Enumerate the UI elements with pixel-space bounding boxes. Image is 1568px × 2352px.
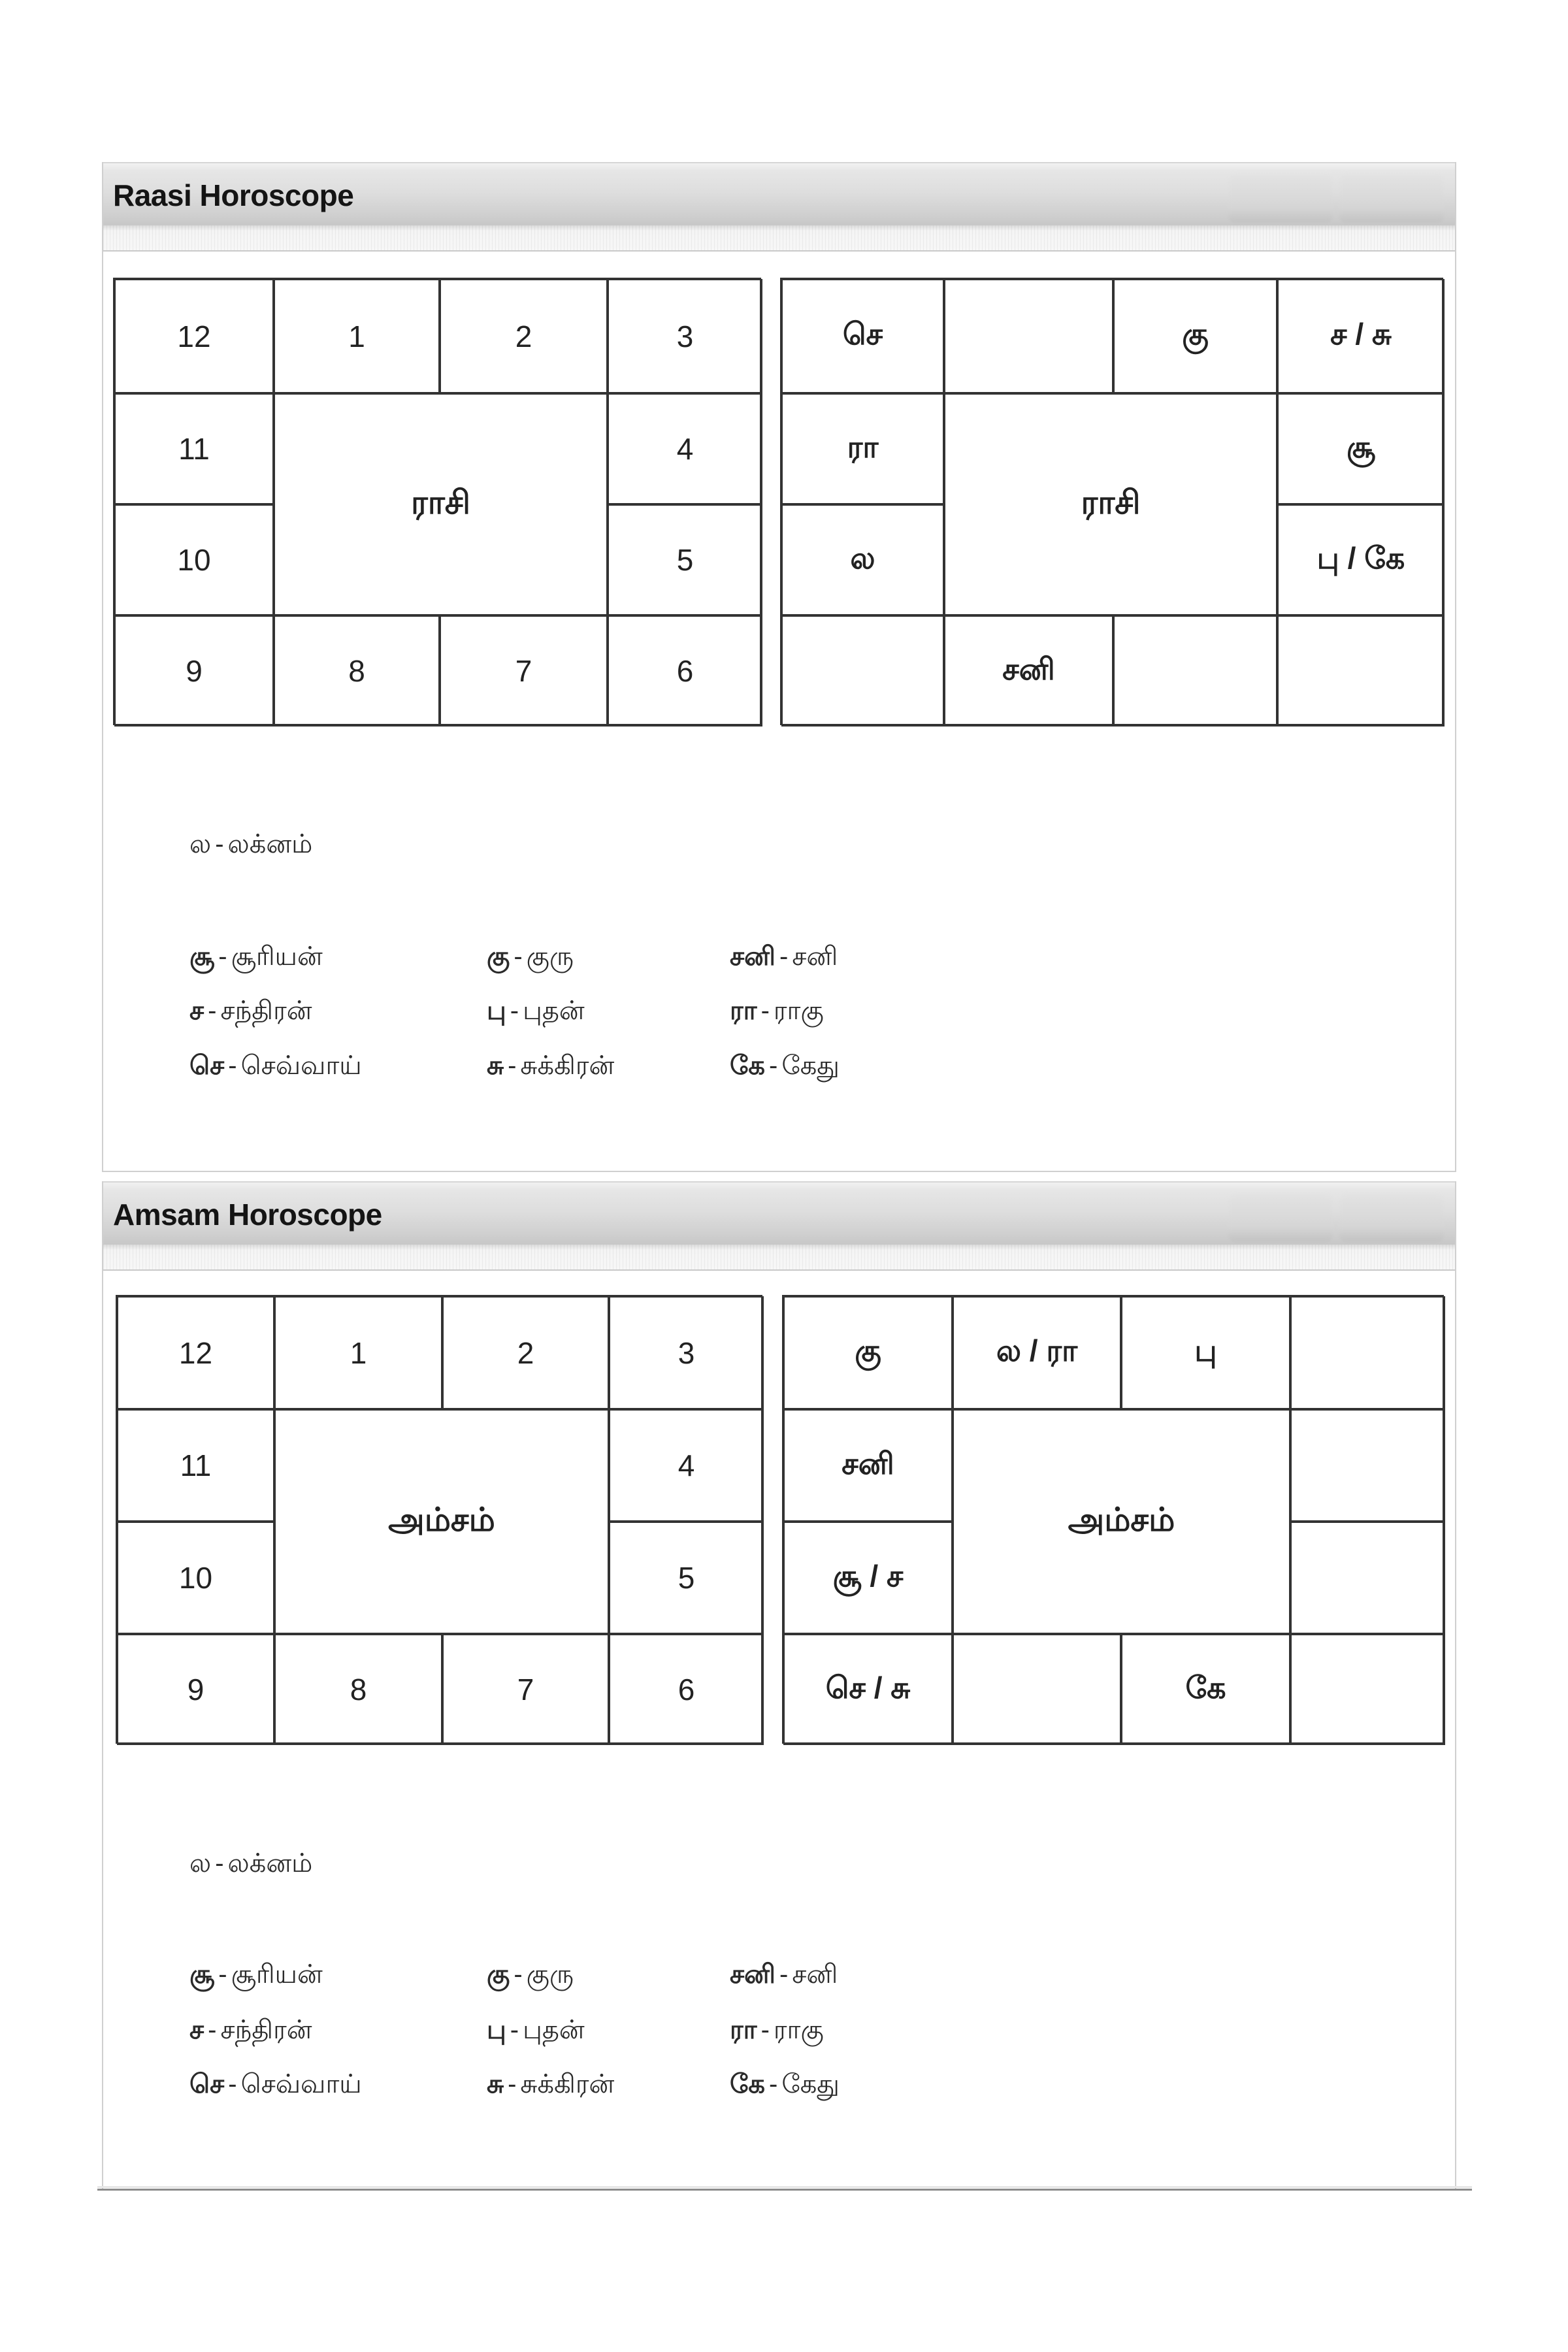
legend-separator: - [215,830,224,858]
chart-cell: கு [783,1296,953,1409]
legend-abbr: ல [189,830,212,858]
legend-name: குரு [526,942,574,971]
legend-abbr: கு [487,1960,510,1989]
legend-name: லக்னம் [227,830,313,858]
legend-abbr: கே [730,2070,765,2099]
chart-cell: 11 [117,1409,274,1522]
planet-legend-item [730,2071,840,2097]
chart-cell: 9 [114,615,274,727]
planet-legend-item [189,1053,362,1079]
page-bottom-divider [97,2189,1472,2191]
legend-separator: - [218,1960,227,1989]
chart-cell [1290,1634,1445,1745]
panel-title: Raasi Horoscope [113,178,354,212]
planet-position-chart [780,278,1443,725]
legend-separator: - [215,1849,224,1878]
legend-abbr: பு [487,2016,506,2044]
chart-cell [1290,1296,1445,1409]
legend-abbr: கே [730,1051,765,1080]
planet-legend-item [730,943,838,970]
legend-separator: - [218,942,227,971]
planet-legend-item [189,943,323,970]
legend-name: சுக்கிரன் [520,2070,615,2099]
chart-cell: 3 [609,1296,764,1409]
legend-separator: - [208,2016,217,2044]
planet-legend-item [487,2071,614,2097]
chart-cell: சனி [783,1409,953,1522]
chart-cell: கே [1121,1634,1290,1745]
chart-cell: 7 [442,1634,609,1745]
planet-legend-item [487,2017,585,2043]
legend-abbr: ச [189,2016,204,2044]
chart-cell: கு [1113,279,1277,393]
panel-header [103,162,1455,227]
chart-cell: ல / ரா [953,1296,1121,1409]
planet-legend-item [730,2017,824,2043]
chart-cell: 5 [608,504,762,615]
legend-separator: - [760,996,770,1025]
chart-cell: 10 [117,1522,274,1634]
legend-separator: - [508,1051,517,1080]
planet-legend-item [730,998,824,1024]
chart-cell [1290,1522,1445,1634]
chart-cell [953,1634,1121,1745]
planet-position-chart [782,1295,1444,1744]
chart-cell: 1 [274,1296,442,1409]
chart-cell: சூ / ச [783,1522,953,1634]
planet-legend-item [730,1961,838,1987]
chart-center-label: ராசி [274,393,608,615]
legend-name: சூரியன் [231,1960,323,1989]
planet-legend-item [487,1053,614,1079]
chart-cell: ச / சு [1277,279,1445,393]
legend-name: புதன் [523,996,585,1025]
chart-cell: 5 [609,1522,764,1634]
chart-cell: 2 [442,1296,609,1409]
legend-name: கேது [781,1051,840,1080]
legend-abbr: சூ [189,942,215,971]
legend-name: கேது [781,2070,840,2099]
legend-abbr: கு [487,942,510,971]
house-number-chart [113,278,761,725]
chart-cell: செ / சு [783,1634,953,1745]
legend-name: சூரியன் [231,942,323,971]
chart-cell: பு [1121,1296,1290,1409]
planet-legend-item [189,2071,362,2097]
legend-name: செவ்வாய் [240,2070,362,2099]
chart-center-label: அம்சம் [953,1409,1290,1634]
chart-cell: 7 [440,615,608,727]
legend-separator: - [510,996,519,1025]
legend-name: சனி [792,942,838,971]
chart-cell: 11 [114,393,274,504]
legend-separator: - [228,2070,237,2099]
planet-legend-item [189,2017,312,2043]
chart-cell: 9 [117,1634,274,1745]
legend-name: குரு [526,1960,574,1989]
chart-cell [1290,1409,1445,1522]
legend-separator: - [768,2070,778,2099]
header-action-button[interactable] [1339,1194,1444,1242]
legend-abbr: செ [189,2070,225,2099]
chart-cell: 10 [114,504,274,615]
panel-title: Amsam Horoscope [113,1198,382,1232]
legend-abbr: சூ [189,1960,215,1989]
legend-name: சந்திரன் [220,996,312,1025]
chart-cell: 4 [608,393,762,504]
chart-center-label: அம்சம் [274,1409,609,1634]
header-action-button[interactable] [1228,174,1333,223]
planet-legend-item [487,998,585,1024]
legend-separator: - [768,1051,778,1080]
chart-cell: 2 [440,279,608,393]
legend-abbr: சனி [730,1960,776,1989]
chart-cell: பு / கே [1277,504,1445,615]
legend-name: செவ்வாய் [240,1051,362,1080]
planet-legend-item [189,998,312,1024]
chart-cell [781,615,944,727]
legend-separator: - [779,1960,789,1989]
header-divider [103,225,1455,252]
legend-separator: - [779,942,789,971]
legend-separator: - [508,2070,517,2099]
chart-cell: 6 [608,615,762,727]
header-divider [103,1245,1455,1271]
planet-legend-item [487,1961,574,1987]
legend-abbr: ரா [730,996,757,1025]
planet-legend-item [487,943,574,970]
chart-cell: சூ [1277,393,1445,504]
chart-center-label: ராசி [944,393,1277,615]
legend-name: சனி [792,1960,838,1989]
legend-separator: - [514,942,523,971]
legend-separator: - [760,2016,770,2044]
legend-name: ராகு [773,2016,824,2044]
legend-separator: - [510,2016,519,2044]
chart-cell [944,279,1113,393]
chart-cell: ல [781,504,944,615]
planet-legend-item [730,1053,840,1079]
legend-name: புதன் [523,2016,585,2044]
chart-cell: 8 [274,1634,442,1745]
legend-abbr: பு [487,996,506,1025]
lagnam-legend [189,1850,312,1876]
legend-abbr: ரா [730,2016,757,2044]
chart-cell: 3 [608,279,762,393]
legend-separator: - [514,1960,523,1989]
chart-cell: 12 [117,1296,274,1409]
chart-cell: 1 [274,279,440,393]
legend-separator: - [228,1051,237,1080]
legend-name: ராகு [773,996,824,1025]
legend-abbr: செ [189,1051,225,1080]
legend-abbr: சு [487,2070,504,2099]
chart-cell: செ [781,279,944,393]
chart-cell: 8 [274,615,440,727]
legend-abbr: சனி [730,942,776,971]
legend-abbr: சு [487,1051,504,1080]
chart-cell: 4 [609,1409,764,1522]
legend-abbr: ல [189,1849,212,1878]
chart-cell [1277,615,1445,727]
house-number-chart [116,1295,762,1744]
legend-abbr: ச [189,996,204,1025]
lagnam-legend [189,831,312,857]
planet-legend-item [189,1961,323,1987]
panel-header [103,1181,1455,1246]
header-action-button[interactable] [1339,174,1444,223]
legend-name: சுக்கிரன் [520,1051,615,1080]
chart-cell: 6 [609,1634,764,1745]
chart-cell [1113,615,1277,727]
chart-cell: சனி [944,615,1113,727]
legend-name: சந்திரன் [220,2016,312,2044]
chart-cell: 12 [114,279,274,393]
chart-cell: ரா [781,393,944,504]
legend-separator: - [208,996,217,1025]
header-action-button[interactable] [1228,1194,1333,1242]
legend-name: லக்னம் [227,1849,313,1878]
